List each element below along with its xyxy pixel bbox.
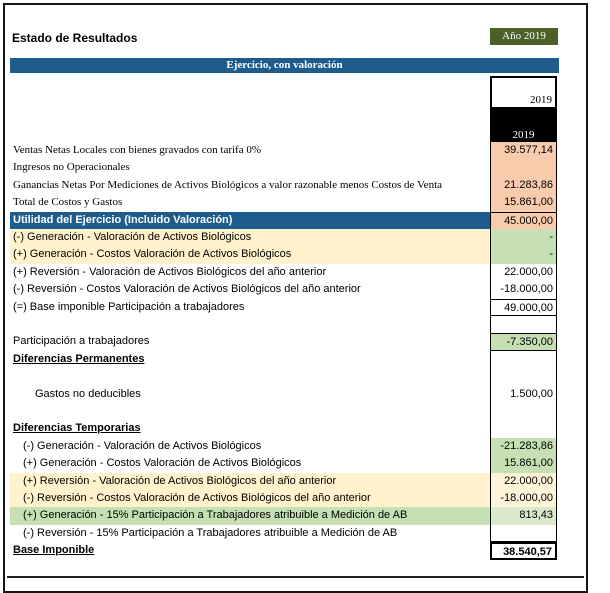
row-label: (=) Base imponible Participación a trabajadores (13, 300, 245, 313)
row-value (490, 351, 557, 368)
next-section-divider (7, 576, 584, 578)
year-column-header: 2019 (490, 76, 557, 109)
row-label: Total de Costos y Gastos (13, 196, 123, 209)
row-label (10, 403, 490, 420)
year-badge: Año 2019 (490, 28, 558, 45)
row-label: Ventas Netas Locales con bienes gravados con tarifa 0% (13, 144, 262, 156)
row-value: 45.000,00 (490, 212, 557, 229)
row-label: (-) Reversión - Costos Valoración de Activos Biológicos del año anterior (13, 283, 361, 296)
row-value: 22.000,00 (490, 264, 557, 281)
row-label: (-) Generación - Valoración de Activos Biológicos (23, 439, 262, 452)
row-value: -21.283,86 (490, 438, 557, 455)
row-label (10, 316, 490, 333)
row-value (490, 420, 557, 437)
row-value: -18.000,00 (490, 490, 557, 507)
row-label: Gastos no deducibles (35, 387, 141, 400)
row-label: Ingresos no Operacionales (13, 161, 130, 174)
row-value: - (490, 246, 557, 263)
row-value: 39.577,14 (490, 142, 557, 159)
row-label: (+) Reversión - Valoración de Activos Biológicos del año anterior (13, 265, 327, 278)
row-value (490, 316, 557, 333)
row-label: (+) Reversión - Valoración de Activos Biológicos del año anterior (10, 473, 490, 490)
row-value: 1.500,00 (490, 386, 557, 403)
row-label: Diferencias Permanentes (13, 352, 145, 365)
year-column-header-dark: 2019 (490, 109, 557, 142)
row-label: (+) Generación - Costos Valoración de Activos Biológicos (10, 246, 490, 263)
row-label: (+) Generación - 15% Participación a Trabajadores atribuible a Medición de AB (10, 507, 490, 524)
row-value (490, 525, 557, 542)
row-label: Base Imponible (13, 544, 95, 557)
row-value: 22.000,00 (490, 473, 557, 490)
row-label: (+) Generación - Costos Valoración de Activos Biológicos (23, 457, 302, 470)
row-label: Participación a trabajadores (13, 335, 150, 348)
row-value: - (490, 229, 557, 246)
row-value: 813,43 (490, 507, 557, 524)
row-label: (-) Generación - Valoración de Activos Biológicos (10, 229, 490, 246)
row-label (10, 368, 490, 385)
row-label: (-) Reversión - Costos Valoración de Activos Biológicos del año anterior (10, 490, 490, 507)
row-label: (-) Reversión - 15% Participación a Trabajadores atribuible a Medición de AB (23, 526, 398, 539)
row-value (490, 368, 557, 385)
row-label: Ganancias Netas Por Mediciones de Activos Biológicos a valor razonable menos Costos de Venta (13, 178, 443, 191)
section-band-title: Ejercicio, con valoración (10, 58, 559, 73)
row-value: 38.540,57 (490, 542, 557, 559)
row-value: -18.000,00 (490, 281, 557, 298)
statement-page (3, 3, 588, 593)
row-value: 15.861,00 (490, 455, 557, 472)
row-label: Diferencias Temporarias (13, 422, 141, 435)
row-label: Utilidad del Ejercicio (Incluido Valoración) (10, 212, 490, 229)
row-value: 49.000,00 (490, 299, 557, 316)
row-value (490, 403, 557, 420)
row-value: 15.861,00 (490, 194, 557, 211)
row-value: 21.283,86 (490, 177, 557, 194)
row-value (490, 159, 557, 176)
page-title: Estado de Resultados (12, 31, 138, 45)
row-value: -7.350,00 (490, 333, 557, 350)
